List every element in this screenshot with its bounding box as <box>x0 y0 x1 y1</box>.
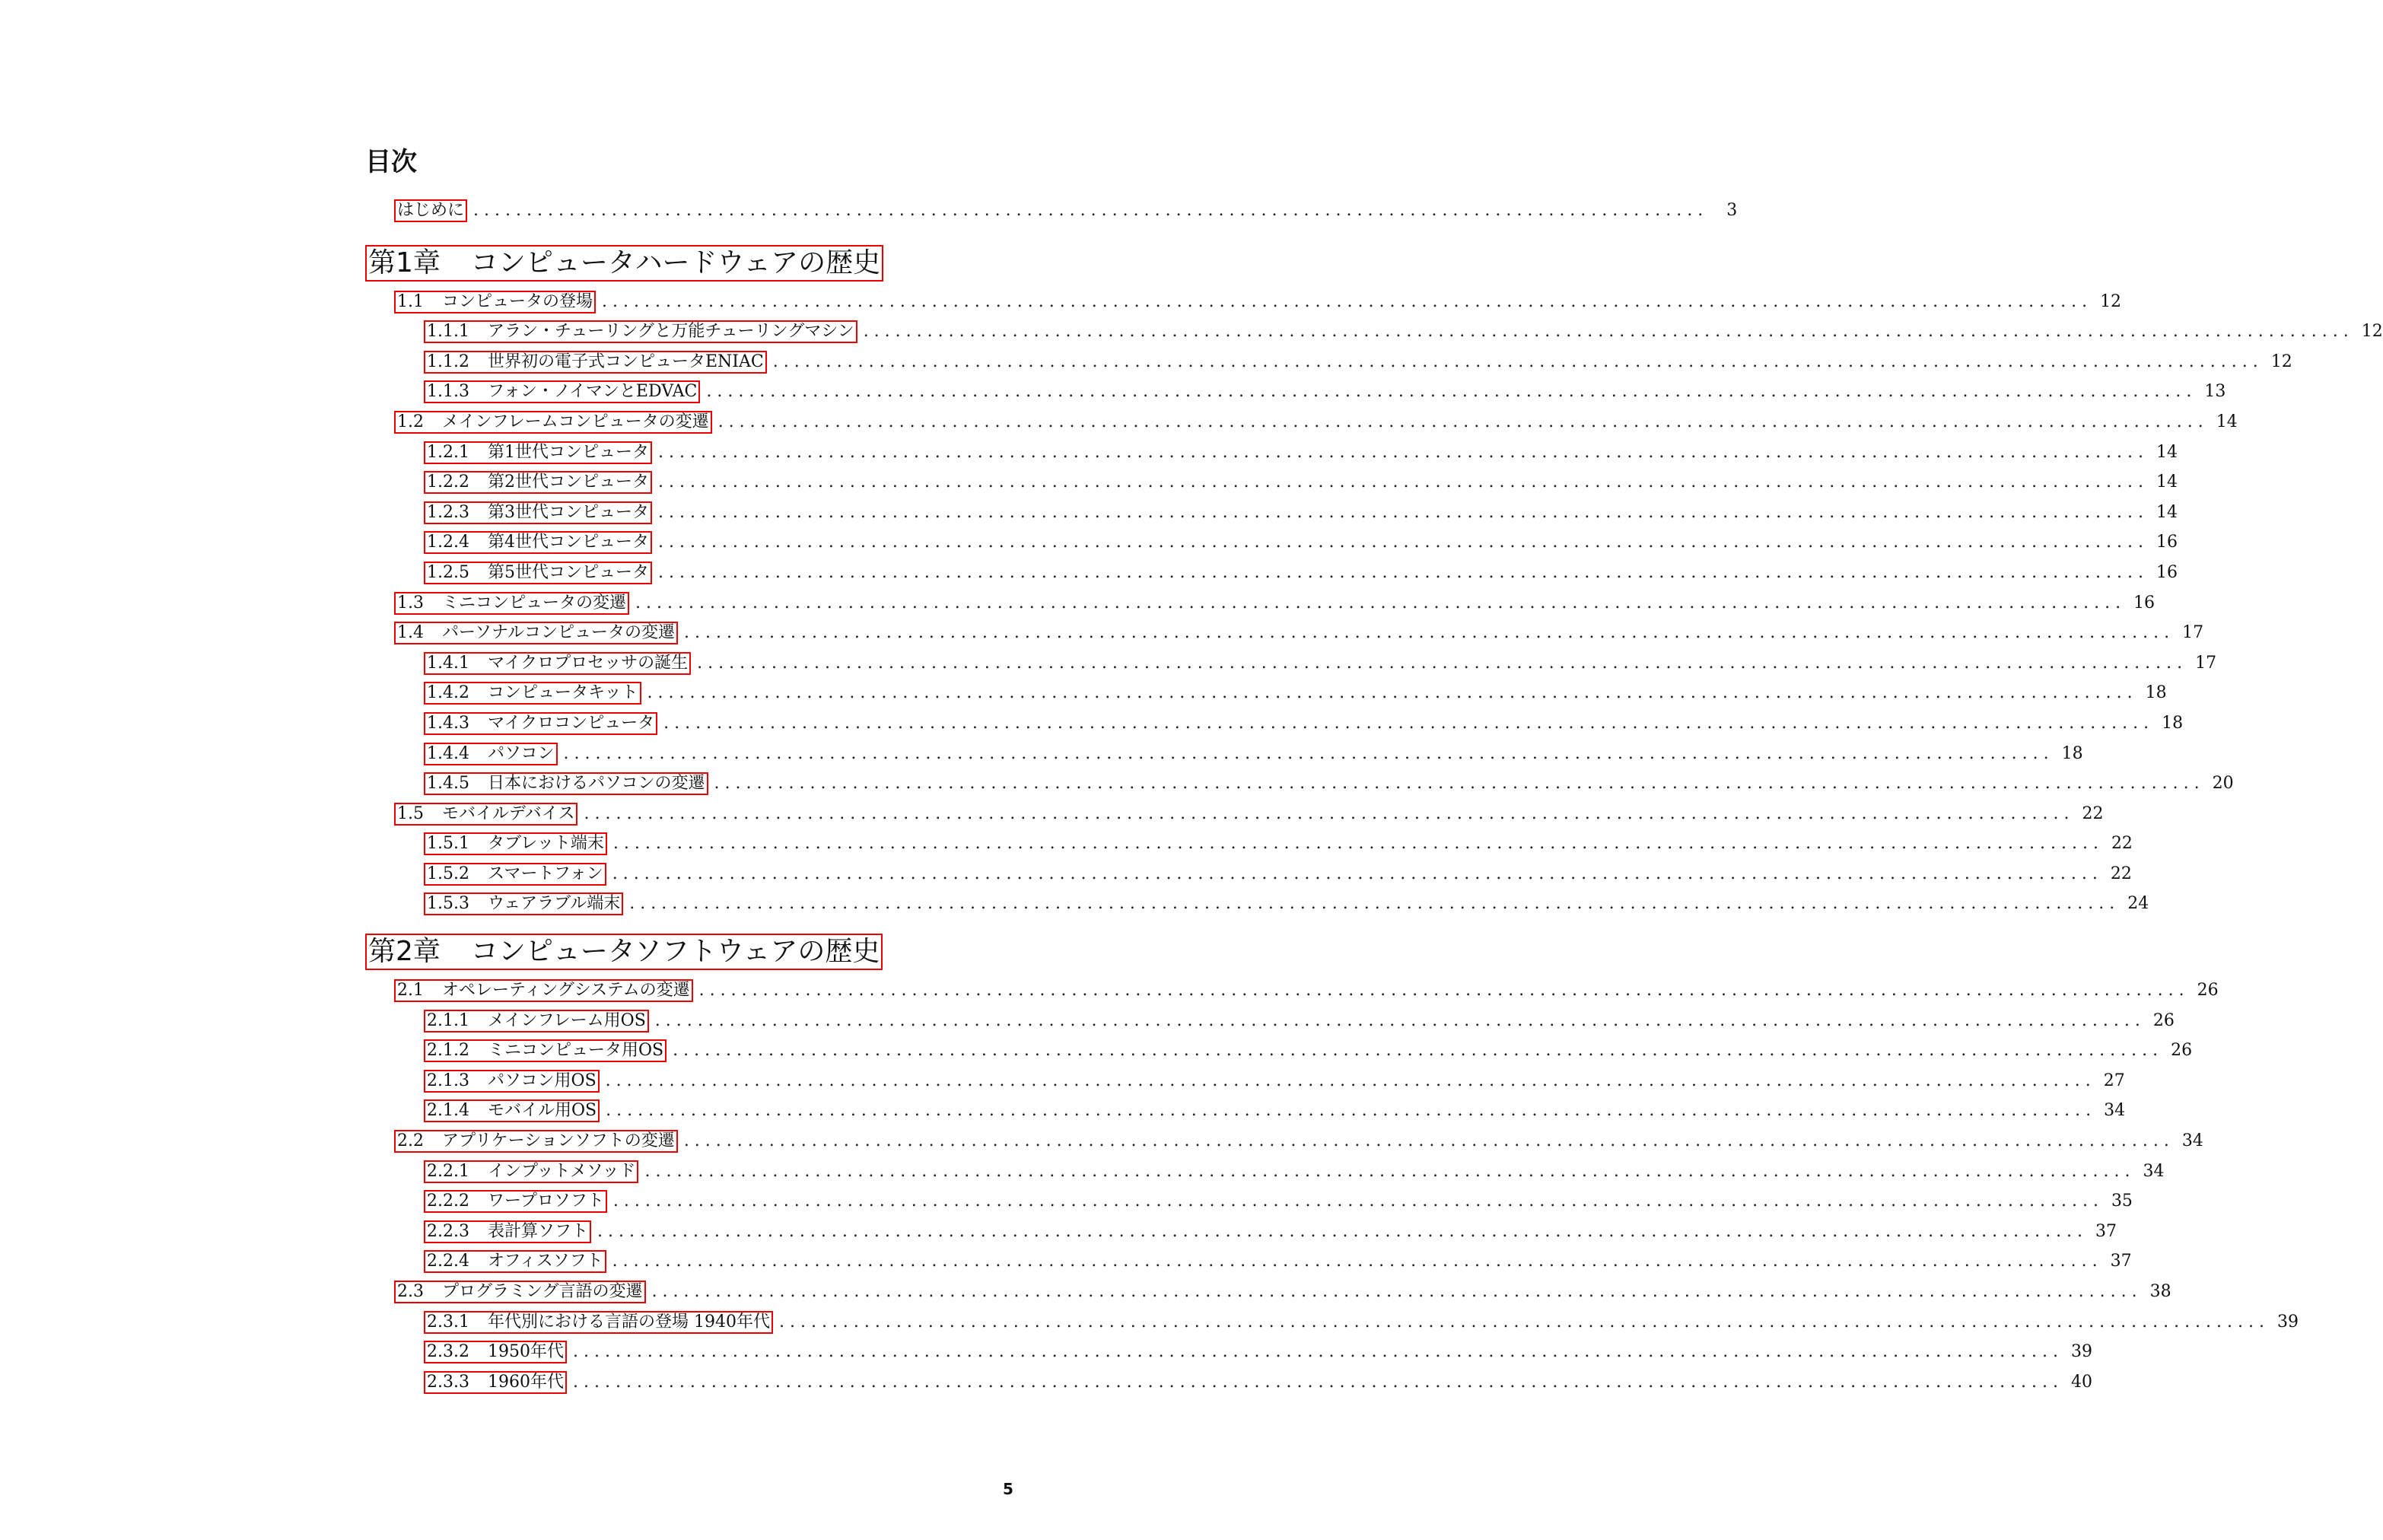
toc-entry-title[interactable] <box>424 1311 773 1334</box>
toc-entry-number: 1.5.1 <box>427 834 469 854</box>
toc-entry-title[interactable]: はじめに <box>394 199 467 222</box>
chapter-heading-2[interactable] <box>365 929 994 975</box>
dot-leader: ............................................................................................................................................ <box>563 743 2054 763</box>
toc-entry-title[interactable] <box>394 622 678 644</box>
toc-entry-title[interactable] <box>394 1130 678 1153</box>
toc-entry-number: 1.2.4 <box>427 533 469 552</box>
dot-leader: ............................................................................................................................................ <box>698 981 2190 1001</box>
toc-entry-number: 1.5.2 <box>427 864 469 883</box>
toc-entry-number: 1.4.5 <box>427 774 469 794</box>
toc-entry-number: 2.1.1 <box>427 1010 469 1030</box>
toc-entry-text: 第1世代コンピュータ <box>487 442 649 462</box>
toc-entry-title[interactable] <box>424 712 657 735</box>
dot-leader: ............................................................................................................................................ <box>706 382 2197 402</box>
toc-page-number: 13 <box>2204 382 2226 402</box>
dot-leader: ............................................................................................................................................ <box>778 1312 2270 1332</box>
dot-leader: ............................................................................................................................................ <box>602 291 2093 311</box>
dot-leader: ............................................................................................................................................ <box>772 352 2264 371</box>
toc-entry-number: 2.2.4 <box>427 1252 469 1271</box>
toc-entry[interactable] <box>365 320 2383 351</box>
toc-entry[interactable] <box>365 1311 2299 1341</box>
toc-page-number: 26 <box>2171 1041 2193 1061</box>
toc-entry-number: 2.1 <box>397 981 424 1001</box>
toc-entry-title[interactable] <box>394 1281 646 1303</box>
dot-leader: ............................................................................................................................................ <box>657 533 2149 552</box>
toc-entry-title[interactable] <box>424 863 606 886</box>
toc-entry[interactable] <box>365 1130 2203 1160</box>
toc-entry-number: 1.4.2 <box>427 683 469 703</box>
toc-entry-title[interactable] <box>424 501 652 524</box>
toc-entry-number: 2.1.4 <box>427 1101 469 1121</box>
toc-entry[interactable] <box>365 772 2234 803</box>
toc-page-number: 12 <box>2361 322 2383 342</box>
toc-entry-title[interactable] <box>424 1099 600 1122</box>
dot-leader: ............................................................................................................................................ <box>605 1071 2096 1090</box>
toc-entry[interactable] <box>365 682 2167 712</box>
dot-leader: ............................................................................................................................................ <box>572 1372 2064 1392</box>
toc-entry[interactable] <box>365 411 2238 441</box>
dot-leader: ............................................................................................................................................ <box>657 562 2149 582</box>
toc-page-number: 14 <box>2156 502 2178 522</box>
toc-entry-number: 1.1.2 <box>427 352 469 371</box>
toc-entry-title[interactable] <box>424 380 700 403</box>
dot-leader: ............................................................................................................................................ <box>657 502 2149 522</box>
toc-page-number: 34 <box>2143 1161 2165 1181</box>
toc-entry-text: メインフレームコンピュータの変遷 <box>442 412 709 431</box>
toc-entry-number: 2.1.2 <box>427 1041 469 1061</box>
chapter-heading-1[interactable] <box>365 240 994 286</box>
toc-entry[interactable] <box>365 1010 2175 1040</box>
toc-page-number: 20 <box>2212 774 2234 794</box>
toc-entry-number: 2.3.1 <box>427 1312 469 1332</box>
toc-entry-number: 1.1 <box>397 291 424 311</box>
toc-page-number: 35 <box>2111 1192 2133 1211</box>
toc-entry[interactable] <box>365 892 2149 923</box>
dot-leader: ............................................................................................................................................ <box>597 1221 2089 1241</box>
toc-page-number: 18 <box>2145 683 2167 703</box>
toc-entry[interactable] <box>365 743 2083 773</box>
toc-entry[interactable] <box>365 1099 2126 1130</box>
toc-entry-title[interactable] <box>424 1341 567 1363</box>
dot-leader: ............................................................................................................................................ <box>644 1161 2136 1181</box>
toc-page-number: 24 <box>2127 894 2149 914</box>
dot-leader: ............................................................................................................................................ <box>714 774 2205 794</box>
toc-entry-title[interactable] <box>424 1190 607 1213</box>
dot-leader: ............................................................................................................................................ <box>635 593 2127 612</box>
toc-entry[interactable] <box>365 592 2156 622</box>
toc-entry-text: ミニコンピュータの変遷 <box>442 593 627 612</box>
toc-entry-number: 1.4.3 <box>427 713 469 733</box>
toc-page-number: 26 <box>2197 981 2219 1001</box>
toc-entry-text: スマートフォン <box>487 864 603 883</box>
toc-entry-text: オペレーティングシステムの変遷 <box>442 981 690 1001</box>
toc-entry-title[interactable] <box>394 979 693 1002</box>
toc-entry-text: アプリケーションソフトの変遷 <box>442 1131 675 1151</box>
toc-page-number: 17 <box>2195 653 2217 673</box>
toc-entry-number: 1.4.4 <box>427 743 469 763</box>
toc-entry-text: 第4世代コンピュータ <box>487 533 649 552</box>
toc-entry-number: 1.1.1 <box>427 322 469 342</box>
dot-leader: ............................................................................................................................................ <box>606 1101 2097 1121</box>
toc-heading: 目次 <box>365 147 417 177</box>
toc-entry-number: 1.3 <box>397 593 424 612</box>
dot-leader: ............................................................................................................................................ <box>651 1282 2143 1301</box>
toc-entry-text: 第3世代コンピュータ <box>487 502 649 522</box>
toc-page-number: 22 <box>2111 834 2133 854</box>
toc-entry[interactable] <box>365 562 2178 592</box>
toc-entry-number: 2.1.3 <box>427 1071 469 1090</box>
dot-leader: ............................................................................................................................................ <box>663 713 2155 733</box>
toc-page-number: 3 <box>1726 201 1738 220</box>
toc-page-number: 27 <box>2103 1071 2125 1090</box>
toc-entry-title[interactable] <box>424 682 641 705</box>
toc-entry-text: モバイル用OS <box>487 1101 597 1121</box>
toc-entry-text: コンピュータの登場 <box>442 291 593 311</box>
toc-entry[interactable] <box>365 979 2219 1010</box>
toc-entry-number: 2.3 <box>397 1282 424 1301</box>
toc-entry[interactable] <box>365 380 2226 411</box>
dot-leader: ............................................................................................................................................ <box>612 834 2104 854</box>
toc-entry-text: 表計算ソフト <box>487 1221 588 1241</box>
toc-page-number: 34 <box>2181 1131 2203 1151</box>
toc-entry-text: オフィスソフト <box>487 1252 603 1271</box>
toc-page-number: 17 <box>2182 623 2204 643</box>
toc-entry-text: パーソナルコンピュータの変遷 <box>442 623 676 643</box>
toc-entry[interactable] <box>365 1220 2117 1251</box>
toc-page-number: 18 <box>2061 743 2083 763</box>
toc-entry-text: 1960年代 <box>487 1372 564 1392</box>
toc-page-number: 16 <box>2133 593 2156 612</box>
toc-entry-title[interactable] <box>394 291 596 313</box>
toc-page-number: 26 <box>2152 1010 2175 1030</box>
toc-page-number: 12 <box>2100 291 2122 311</box>
toc-entry-text: マイクロプロセッサの誕生 <box>487 653 689 673</box>
dot-leader: ............................................................................................................................................ <box>654 1010 2146 1030</box>
toc-entry-number: 1.2.2 <box>427 473 469 492</box>
toc-entry-title[interactable] <box>424 1010 649 1032</box>
toc-entry-text: インプットメソッド <box>487 1161 636 1181</box>
toc-page-number: 14 <box>2156 473 2178 492</box>
toc-entry-text: パソコン <box>487 743 555 763</box>
toc-page-number: 16 <box>2156 533 2178 552</box>
dot-leader: ............................................................................................................................................ <box>657 442 2149 462</box>
toc-entry-text: パソコン用OS <box>487 1071 597 1090</box>
toc-entry[interactable] <box>365 351 2292 381</box>
dot-leader: ............................................................................................................................................ <box>863 322 2354 342</box>
dot-leader: ............................................................................................................................................ <box>584 803 2075 823</box>
toc-entry-text: 第2世代コンピュータ <box>487 473 649 492</box>
chapter-title[interactable]: 第2章 コンピュータソフトウェアの歴史 <box>365 934 883 970</box>
toc-entry-title[interactable] <box>424 1039 667 1062</box>
toc-entry-title[interactable] <box>424 892 623 915</box>
chapter-title[interactable]: 第1章 コンピュータハードウェアの歴史 <box>365 245 883 282</box>
toc-entry-number: 1.4 <box>397 623 424 643</box>
toc-entry-number: 1.2.1 <box>427 442 469 462</box>
toc-entry-title[interactable] <box>424 562 652 584</box>
toc-entry-text: 日本におけるパソコンの変遷 <box>487 774 705 794</box>
toc-entry-intro[interactable] <box>365 199 1738 230</box>
toc-entry-number: 1.5 <box>397 803 424 823</box>
toc-entry-text: 年代別における言語の登場 1940年代 <box>487 1312 770 1332</box>
toc-entry-title[interactable] <box>394 803 577 826</box>
toc-page-number: 37 <box>2110 1252 2132 1271</box>
toc-entry-text: フォン・ノイマンとEDVAC <box>487 382 698 402</box>
toc-page-number: 38 <box>2149 1282 2171 1301</box>
dot-leader: ............................................................................................................................................ <box>717 412 2209 431</box>
toc-entry[interactable] <box>365 531 2178 562</box>
toc-entry-number: 2.3.2 <box>427 1342 469 1362</box>
toc-entry-title[interactable] <box>424 743 558 765</box>
toc-page-number: 14 <box>2216 412 2238 431</box>
toc-entry[interactable] <box>365 803 2104 833</box>
toc-entry-title[interactable] <box>424 1220 591 1243</box>
toc-entry-title[interactable] <box>394 411 712 434</box>
toc-page-number: 14 <box>2156 442 2178 462</box>
toc-entry-text: メインフレーム用OS <box>487 1010 646 1030</box>
toc-entry-number: 1.1.3 <box>427 382 469 402</box>
toc-entry-title[interactable] <box>424 351 767 374</box>
toc-entry-text: 世界初の電子式コンピュータENIAC <box>487 352 764 371</box>
toc-entry-title[interactable] <box>424 531 652 554</box>
toc-entry[interactable] <box>365 1281 2171 1311</box>
toc-entry-text: マイクロコンピュータ <box>487 713 655 733</box>
toc-entry[interactable] <box>365 622 2204 652</box>
toc-entry-text: コンピュータキット <box>487 683 638 703</box>
toc-page-number: 39 <box>2277 1312 2299 1332</box>
toc-entry-title[interactable] <box>424 1250 606 1273</box>
dot-leader: .................................................................................................................... <box>473 201 1709 220</box>
toc-entry-text: 1950年代 <box>487 1342 564 1362</box>
toc-entry[interactable] <box>365 441 2178 472</box>
toc-entry-title[interactable] <box>424 471 652 494</box>
toc-entry[interactable] <box>365 291 2122 321</box>
toc-entry[interactable] <box>365 832 2133 863</box>
toc-entry-number: 2.2.1 <box>427 1161 469 1181</box>
toc-entry[interactable] <box>365 1341 2093 1371</box>
toc-entry-number: 2.2.3 <box>427 1221 469 1241</box>
toc-entry-text: ミニコンピュータ用OS <box>487 1041 664 1061</box>
dot-leader: ............................................................................................................................................ <box>683 1131 2175 1151</box>
dot-leader: ............................................................................................................................................ <box>673 1041 2164 1061</box>
toc-entry-number: 1.4.1 <box>427 653 469 673</box>
toc-entry[interactable] <box>365 471 2178 501</box>
toc-entry[interactable] <box>365 501 2178 532</box>
toc-entry[interactable] <box>365 1160 2165 1191</box>
page-number: 5 <box>1003 1480 1013 1498</box>
toc-entry[interactable] <box>365 652 2217 682</box>
dot-leader: ............................................................................................................................................ <box>612 1192 2104 1211</box>
toc-entry-text: アラン・チューリングと万能チューリングマシン <box>487 322 854 342</box>
toc-entry-title[interactable] <box>424 772 708 795</box>
toc-entry-text: 第5世代コンピュータ <box>487 562 649 582</box>
toc-page-number: 34 <box>2104 1101 2126 1121</box>
toc-entry-number: 1.5.3 <box>427 894 469 914</box>
dot-leader: ............................................................................................................................................ <box>612 1252 2103 1271</box>
toc-entry-text: プログラミング言語の変遷 <box>442 1282 643 1301</box>
toc-entry-number: 2.3.3 <box>427 1372 469 1392</box>
toc-page-number: 40 <box>2071 1372 2093 1392</box>
toc-entry[interactable] <box>365 1250 2132 1281</box>
toc-entry[interactable] <box>365 863 2132 893</box>
toc-page-number: 16 <box>2156 562 2178 582</box>
toc-page-number: 37 <box>2095 1221 2117 1241</box>
toc-entry-number: 1.2.5 <box>427 562 469 582</box>
toc-entry-title[interactable] <box>424 832 607 855</box>
toc-entry-text: モバイルデバイス <box>442 803 575 823</box>
toc-page-number: 39 <box>2071 1342 2093 1362</box>
toc-page-number: 18 <box>2162 713 2184 733</box>
toc-entry-title[interactable] <box>424 1070 600 1093</box>
toc-entry-number: 1.2.3 <box>427 502 469 522</box>
dot-leader: ............................................................................................................................................ <box>572 1342 2064 1362</box>
dot-leader: ............................................................................................................................................ <box>647 683 2138 703</box>
dot-leader: ............................................................................................................................................ <box>697 653 2188 673</box>
toc-entry-number: 1.2 <box>397 412 424 431</box>
toc-entry-number: 2.2.2 <box>427 1192 469 1211</box>
toc-entry-title[interactable] <box>394 592 629 615</box>
toc-entry-title[interactable] <box>424 441 652 464</box>
toc-entry[interactable] <box>365 1039 2193 1070</box>
toc-entry-title[interactable] <box>424 1371 567 1394</box>
toc-entry-text: ワープロソフト <box>487 1192 604 1211</box>
table-of-contents <box>365 199 2383 1401</box>
dot-leader: ............................................................................................................................................ <box>657 473 2149 492</box>
toc-page-number: 12 <box>2270 352 2292 371</box>
toc-page-number: 22 <box>2110 864 2132 883</box>
toc-page-number: 22 <box>2082 803 2104 823</box>
toc-entry-number: 2.2 <box>397 1131 424 1151</box>
toc-entry-title[interactable] <box>424 652 691 675</box>
toc-entry-text: タブレット端末 <box>487 834 604 854</box>
toc-entry[interactable] <box>365 712 2184 743</box>
dot-leader: ............................................................................................................................................ <box>629 894 2121 914</box>
toc-entry[interactable] <box>365 1190 2133 1220</box>
dot-leader: ............................................................................................................................................ <box>612 864 2103 883</box>
toc-entry-title[interactable] <box>424 320 857 343</box>
toc-entry-text: ウェアラブル端末 <box>487 894 621 914</box>
toc-entry[interactable] <box>365 1070 2125 1100</box>
toc-entry[interactable] <box>365 1371 2093 1402</box>
toc-entry-title[interactable] <box>424 1160 638 1183</box>
dot-leader: ............................................................................................................................................ <box>684 623 2175 643</box>
